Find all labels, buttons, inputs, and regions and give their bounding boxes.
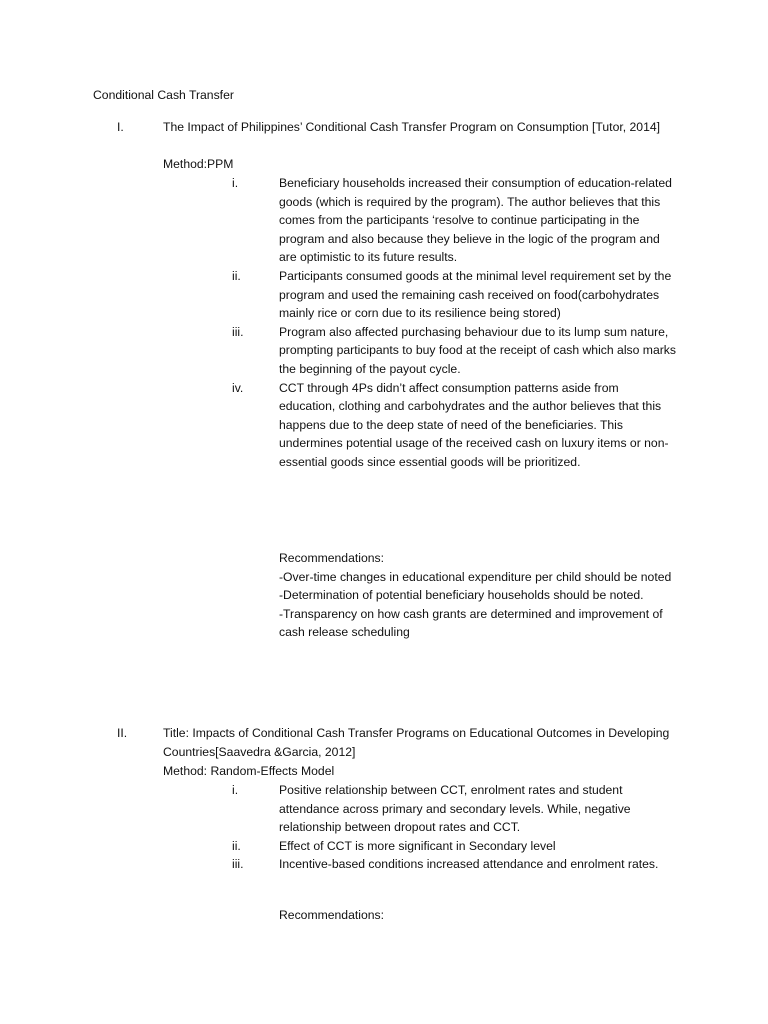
section-number: II. xyxy=(117,726,128,740)
item-number: ii. xyxy=(232,838,241,853)
recommendations-label: Recommendations: xyxy=(279,908,384,922)
list-item xyxy=(0,781,768,837)
findings-list xyxy=(0,781,768,874)
section-number: I. xyxy=(117,120,124,134)
method-line xyxy=(163,762,334,781)
list-item xyxy=(0,174,768,267)
item-text: Effect of CCT is more significant in Secondary level xyxy=(279,838,556,853)
document-title: Conditional Cash Transfer xyxy=(93,88,234,102)
section-title: The Impact of Philippines’ Conditional Cash Transfer Program on Consumption [Tutor, 2014] xyxy=(163,120,661,134)
item-text: Positive relationship between CCT, enrolment rates and student attendance across primary and secondary levels. While, negative relationship between dropout rates and CCT. xyxy=(279,783,631,835)
item-number: iii. xyxy=(232,857,244,872)
recommendations xyxy=(279,906,679,925)
method-line xyxy=(163,155,233,174)
item-text: Incentive-based conditions increased attendance and enrolment rates. xyxy=(279,857,659,872)
findings-list xyxy=(0,174,768,472)
item-number: iii. xyxy=(232,324,244,339)
method-label: Method: xyxy=(163,157,208,171)
method-label: Method: xyxy=(163,764,211,778)
item-number: iv. xyxy=(232,380,244,395)
item-text: Participants consumed goods at the minimal level requirement set by the program and used the remaining cash received on food(carbohydrates mainly rice or corn due to its resilience being stored) xyxy=(279,268,672,321)
list-item xyxy=(0,267,768,323)
list-item xyxy=(0,855,768,874)
item-text: Program also affected purchasing behaviour due to its lump sum nature, prompting participants to buy food at the receipt of cash which also marks the beginning of the payout cycle. xyxy=(279,324,676,376)
item-number: i. xyxy=(232,783,239,797)
method-value: PPM xyxy=(207,157,234,171)
recommendations xyxy=(279,549,679,642)
list-item xyxy=(0,837,768,856)
item-number: ii. xyxy=(232,268,241,283)
item-text: Beneficiary households increased their consumption of education-related goods (which is required by the program). The author believes that this comes from the participants ‘resolve to continue participating in the program and also because they believe in the logic of the program and are optimistic to its future results. xyxy=(279,176,672,265)
item-number: i. xyxy=(232,176,239,190)
recommendations-label: Recommendations: xyxy=(279,551,384,565)
list-item xyxy=(0,379,768,472)
section-title: Title: Impacts of Conditional Cash Transfer Programs on Educational Outcomes in Developing Countries[Saavedra &Garcia, 2012] xyxy=(163,726,670,759)
recommendation-item: -Determination of potential beneficiary households should be noted. xyxy=(279,588,644,603)
list-item xyxy=(0,323,768,379)
recommendation-item: -Transparency on how cash grants are determined and improvement of cash release scheduling xyxy=(279,606,663,640)
item-text: CCT through 4Ps didn’t affect consumption patterns aside from education, clothing and carbohydrates and the author believes that this happens due to the deep state of need of the beneficiaries. This undermines potential usage of the received cash on luxury items or non-essential goods since essential goods will be prioritized. xyxy=(279,380,669,469)
method-value: Random-Effects Model xyxy=(210,764,335,778)
recommendation-item: -Over-time changes in educational expenditure per child should be noted xyxy=(279,569,672,584)
